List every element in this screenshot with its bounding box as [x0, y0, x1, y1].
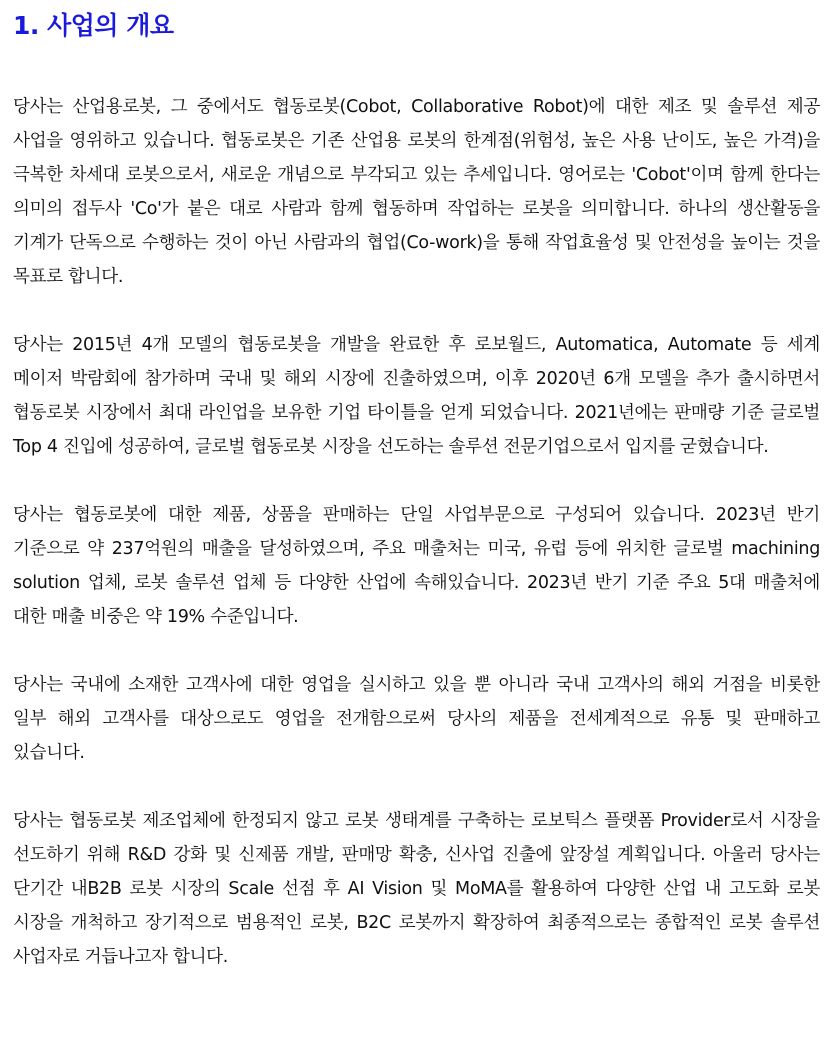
paragraph-business-overview: 당사는 산업용로봇, 그 중에서도 협동로봇(Cobot, Collaborative Robot)에 대한 제조 및 솔루션 제공 사업을 영위하고 있습니다. 협동로봇은 기존 산업용 로봇의 한계점(위험성, 높은 사용 난이도, 높은 가격)을 극복한 차세대 로봇으로서, 새로운 개념으로 부각되고 있는 추세입니다. 영어로는 'Cobot'이며 함께 한다는 의미의 접두사 'Co'가 붙은 대로 사람과 함께 협동하며 작업하는 로봇을 의미합니다. 하나의 생산활동을 기계가 단독으로 수행하는 것이 아닌 사람과의 협업(Co-work)을 통해 작업효율성 및 안전성을 높이는 것을 목표로 합니다. [13, 97, 820, 287]
paragraph-sales-channels: 당사는 국내에 소재한 고객사에 대한 영업을 실시하고 있을 뿐 아니라 국내 고객사의 해외 거점을 비롯한 일부 해외 고객사를 대상으로도 영업을 전개함으로써 당사의 제품을 전세계적으로 유통 및 판매하고 있습니다. [13, 675, 820, 763]
paragraph-company-history: 당사는 2015년 4개 모델의 협동로봇을 개발을 완료한 후 로보월드, Automatica, Automate 등 세계 메이저 박람회에 참가하며 국내 및 해외 시장에 진출하였으며, 이후 2020년 6개 모델을 추가 출시하면서 협동로봇 시장에서 최대 라인업을 보유한 기업 타이틀을 얻게 되었습니다. 2021년에는 판매량 기준 글로벌 Top 4 진입에 성공하여, 글로벌 협동로봇 시장을 선도하는 솔루션 전문기업으로서 입지를 굳혔습니다. [13, 335, 820, 457]
paragraph-future-strategy: 당사는 협동로봇 제조업체에 한정되지 않고 로봇 생태계를 구축하는 로보틱스 플랫폼 Provider로서 시장을 선도하기 위해 R&D 강화 및 신제품 개발, 판매망 확충, 신사업 진출에 앞장설 계획입니다. 아울러 당사는 단기간 내B2B 로봇 시장의 Scale 선점 후 AI Vision 및 MoMA를 활용하여 다양한 산업 내 고도화 로봇 시장을 개척하고 장기적으로 범용적인 로봇, B2C 로봇까지 확장하여 최종적으로는 종합적인 로봇 솔루션 사업자로 거듭나고자 합니다. [13, 811, 820, 967]
section-title: 1. 사업의 개요 [13, 11, 174, 40]
paragraph-revenue-structure: 당사는 협동로봇에 대한 제품, 상품을 판매하는 단일 사업부문으로 구성되어 있습니다. 2023년 반기 기준으로 약 237억원의 매출을 달성하였으며, 주요 매출처는 미국, 유럽 등에 위치한 글로벌 machining solution 업체, 로봇 솔루션 업체 등 다양한 산업에 속해있습니다. 2023년 반기 기준 주요 5대 매출처에 대한 매출 비중은 약 19% 수준입니다. [13, 505, 820, 627]
